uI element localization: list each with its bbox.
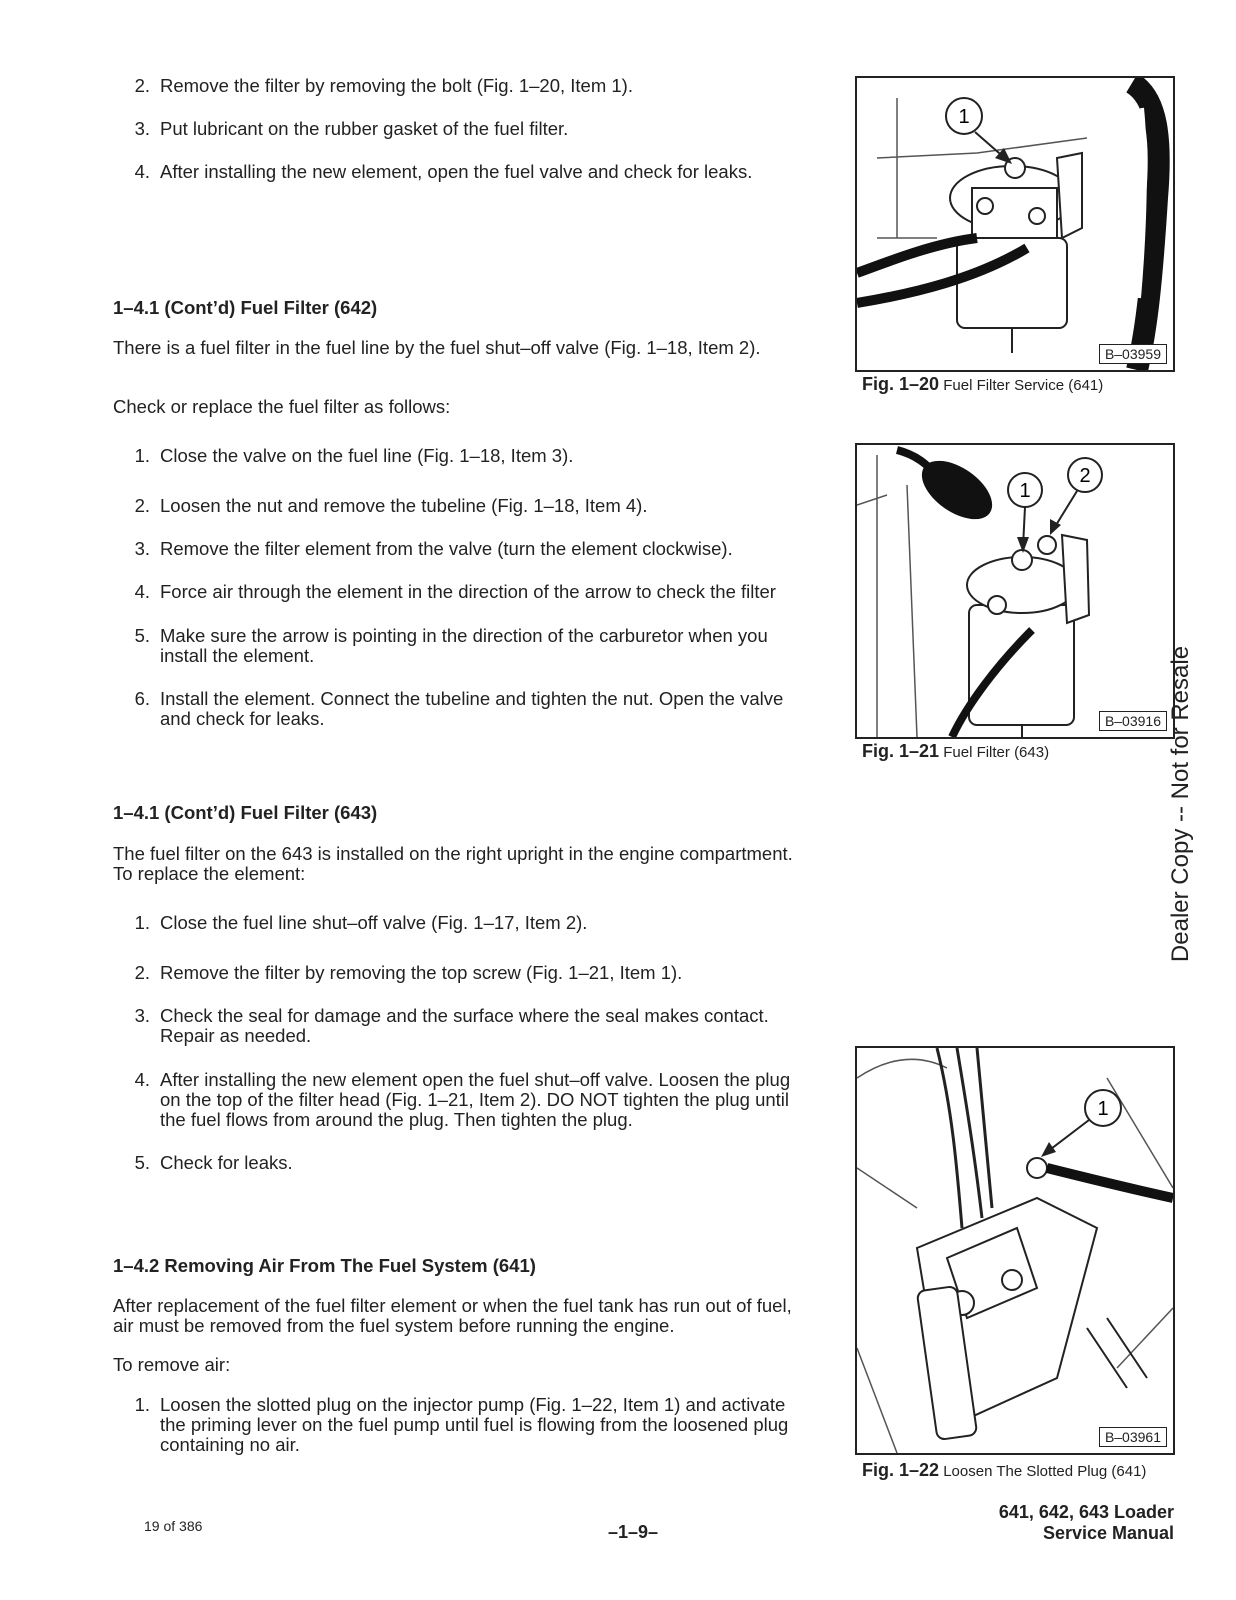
step-number: 4. [134, 1069, 150, 1090]
step-text: Make sure the arrow is pointing in the direction of the carburetor when you [160, 625, 768, 646]
figure-caption [862, 741, 1049, 762]
fuel-filter-643-illustration [857, 445, 1173, 737]
section-intro: After replacement of the fuel filter element or when the fuel tank has run out of fuel, [113, 1295, 792, 1316]
step-text: and check for leaks. [160, 708, 325, 729]
manual-title-line2: Service Manual [1042, 1523, 1174, 1543]
step-number: 5. [134, 625, 150, 646]
step-number: 3. [134, 538, 150, 559]
step-text: After installing the new element open the fuel shut–off valve. Loosen the plug [160, 1069, 791, 1090]
section-intro: air must be removed from the fuel system before running the engine. [113, 1315, 675, 1336]
step-text: Remove the filter by removing the bolt (Fig. 1–20, Item 1). [160, 75, 633, 96]
page-number: –1–9– [608, 1522, 659, 1542]
watermark: Dealer Copy -- Not for Resale [1167, 645, 1194, 963]
callout-1: 1 [958, 106, 970, 128]
manual-title-line1: 641, 642, 643 Loader [998, 1502, 1174, 1522]
page-count: 19 of 386 [144, 1518, 203, 1534]
step-number: 4. [134, 581, 150, 602]
step-text: Put lubricant on the rubber gasket of the fuel filter. [160, 118, 569, 139]
callout-1: 1 [1097, 1098, 1109, 1120]
fuel-filter-illustration [857, 78, 1173, 370]
step-number: 5. [134, 1152, 150, 1173]
step-text: Loosen the slotted plug on the injector pump (Fig. 1–22, Item 1) and activate [160, 1394, 786, 1415]
step-text: Repair as needed. [160, 1025, 312, 1046]
step-text: Close the valve on the fuel line (Fig. 1–18, Item 3). [160, 445, 574, 466]
section-intro: To replace the element: [113, 863, 306, 884]
step-text: Close the fuel line shut–off valve (Fig. 1–17, Item 2). [160, 912, 588, 933]
figure-id: B–03959 [1099, 344, 1167, 364]
callout-2: 2 [1079, 465, 1091, 487]
step-number: 6. [134, 688, 150, 709]
injector-pump-illustration [857, 1048, 1173, 1453]
step-text: install the element. [160, 645, 315, 666]
step-text: Remove the filter element from the valve (turn the element clockwise). [160, 538, 733, 559]
step-number: 2. [134, 75, 150, 96]
figure-title: Fuel Filter (643) [943, 744, 1050, 761]
step-number: 2. [134, 962, 150, 983]
step-text: Loosen the nut and remove the tubeline (Fig. 1–18, Item 4). [160, 495, 648, 516]
manual-title [999, 1502, 1174, 1544]
figure-caption [862, 1460, 1146, 1481]
step-text: Remove the filter by removing the top screw (Fig. 1–21, Item 1). [160, 962, 683, 983]
step-number: 1. [134, 1394, 150, 1415]
section-heading: 1–4.1 (Cont’d) Fuel Filter (643) [113, 802, 378, 823]
section-heading: 1–4.2 Removing Air From The Fuel System (641) [113, 1255, 536, 1276]
figure-number: Fig. 1–20 [862, 374, 940, 394]
step-number: 3. [134, 1005, 150, 1026]
step-number: 2. [134, 495, 150, 516]
step-text: Check for leaks. [160, 1152, 293, 1173]
step-text: containing no air. [160, 1434, 300, 1455]
figure-title: Fuel Filter Service (641) [943, 377, 1104, 394]
step-text: the fuel flows from around the plug. Then tighten the plug. [160, 1109, 633, 1130]
step-number: 4. [134, 161, 150, 182]
step-text: the priming lever on the fuel pump until fuel is flowing from the loosened plug [160, 1414, 789, 1435]
figure-number: Fig. 1–21 [862, 741, 940, 761]
step-text: Install the element. Connect the tubeline and tighten the nut. Open the valve [160, 688, 784, 709]
figure-number: Fig. 1–22 [862, 1460, 940, 1480]
step-number: 1. [134, 912, 150, 933]
section-intro: The fuel filter on the 643 is installed on the right upright in the engine compartment. [113, 843, 793, 864]
figure-id: B–03961 [1099, 1427, 1167, 1447]
figure-fuel-filter-service [855, 76, 1175, 372]
section-heading: 1–4.1 (Cont’d) Fuel Filter (642) [113, 297, 378, 318]
callout-1: 1 [1019, 480, 1031, 502]
section-intro: Check or replace the fuel filter as follows: [113, 396, 451, 417]
step-text: on the top of the filter head (Fig. 1–21, Item 2). DO NOT tighten the plug until [160, 1089, 790, 1110]
step-text: Check the seal for damage and the surface where the seal makes contact. [160, 1005, 769, 1026]
section-intro: There is a fuel filter in the fuel line by the fuel shut–off valve (Fig. 1–18, Item 2). [113, 337, 761, 358]
figure-fuel-filter-643 [855, 443, 1175, 739]
figure-title: Loosen The Slotted Plug (641) [943, 1463, 1147, 1480]
step-number: 1. [134, 445, 150, 466]
figure-id: B–03916 [1099, 711, 1167, 731]
section-intro: To remove air: [113, 1354, 231, 1375]
figure-slotted-plug [855, 1046, 1175, 1455]
figure-caption [862, 374, 1103, 395]
step-text: After installing the new element, open the fuel valve and check for leaks. [160, 161, 753, 182]
step-text: Force air through the element in the direction of the arrow to check the filter [160, 581, 776, 602]
step-number: 3. [134, 118, 150, 139]
